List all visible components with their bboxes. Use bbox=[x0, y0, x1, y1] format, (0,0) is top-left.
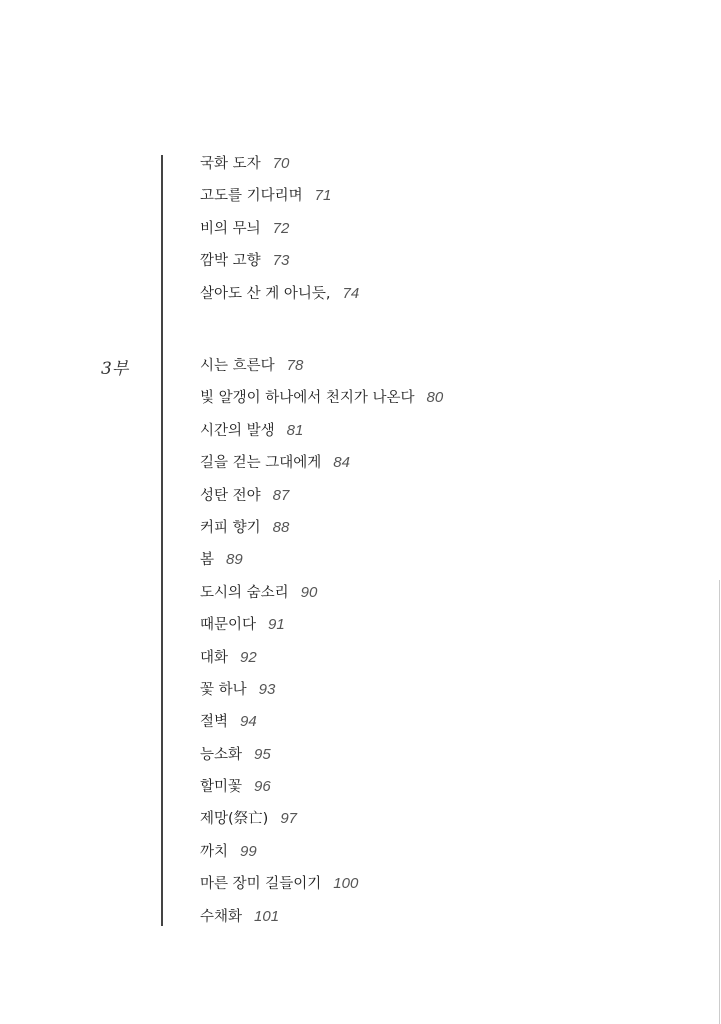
toc-entry bbox=[200, 356, 443, 388]
toc-entry bbox=[200, 680, 443, 712]
entry-page: 74 bbox=[342, 284, 360, 302]
toc-entry bbox=[200, 583, 443, 615]
entry-title: 마른 장미 길들이기 bbox=[200, 876, 322, 893]
entry-title: 도시의 숨소리 bbox=[200, 584, 289, 601]
entry-title: 빛 알갱이 하나에서 천지가 나온다 bbox=[200, 390, 415, 407]
entry-title: 시간의 발생 bbox=[200, 422, 275, 439]
entry-title: 살아도 산 게 아니듯, bbox=[200, 285, 331, 302]
toc-group-2 bbox=[200, 356, 443, 939]
entry-title: 까치 bbox=[200, 843, 229, 860]
entry-page: 81 bbox=[286, 421, 304, 439]
toc-entry bbox=[200, 421, 443, 453]
toc-entry bbox=[200, 486, 443, 518]
entry-page: 99 bbox=[240, 842, 257, 860]
entry-page: 92 bbox=[240, 648, 257, 666]
entry-title: 절벽 bbox=[200, 714, 229, 731]
entry-page: 95 bbox=[254, 745, 271, 763]
entry-title: 때문이다 bbox=[200, 617, 257, 634]
entry-title: 깜박 고향 bbox=[200, 253, 261, 270]
toc-entry bbox=[200, 648, 443, 680]
part-label: 3부 bbox=[101, 359, 129, 379]
toc-entry bbox=[200, 615, 443, 647]
toc-group-1 bbox=[200, 154, 359, 316]
toc-entry bbox=[200, 745, 443, 777]
entry-title: 대화 bbox=[200, 649, 229, 666]
entry-page: 84 bbox=[333, 454, 350, 472]
entry-title: 시는 흐른다 bbox=[200, 358, 275, 374]
toc-entry bbox=[200, 251, 359, 283]
entry-title: 국화 도자 bbox=[200, 156, 261, 172]
page-edge bbox=[719, 580, 720, 1024]
entry-page: 70 bbox=[272, 155, 290, 172]
entry-page: 72 bbox=[272, 219, 290, 237]
entry-title: 비의 무늬 bbox=[200, 220, 261, 237]
toc-entry bbox=[200, 550, 443, 582]
toc-entry bbox=[200, 712, 443, 744]
toc-entry bbox=[200, 518, 443, 550]
entry-page: 100 bbox=[333, 875, 359, 893]
entry-page: 90 bbox=[300, 583, 318, 601]
entry-title: 꽃 하나 bbox=[200, 681, 247, 698]
toc-entry bbox=[200, 842, 443, 874]
entry-page: 94 bbox=[240, 713, 257, 731]
toc-entry bbox=[200, 219, 359, 251]
toc-entry bbox=[200, 777, 443, 809]
entry-page: 89 bbox=[226, 551, 243, 569]
entry-title: 봄 bbox=[200, 552, 215, 569]
entry-title: 커피 향기 bbox=[200, 519, 261, 536]
entry-title: 능소화 bbox=[200, 746, 243, 763]
entry-title: 할미꽃 bbox=[200, 779, 243, 796]
entry-page: 88 bbox=[272, 518, 290, 536]
entry-title: 수채화 bbox=[200, 908, 243, 925]
toc-entry bbox=[200, 284, 359, 316]
toc-entry bbox=[200, 907, 443, 939]
entry-page: 78 bbox=[286, 357, 304, 374]
entry-page: 71 bbox=[314, 187, 332, 205]
entry-page: 101 bbox=[254, 907, 280, 925]
entry-title: 고도를 기다리며 bbox=[200, 188, 303, 205]
toc-entry bbox=[200, 186, 359, 218]
entry-page: 97 bbox=[280, 810, 298, 828]
toc-entry bbox=[200, 809, 443, 841]
toc-entry bbox=[200, 453, 443, 485]
entry-title: 제망(祭亡) bbox=[200, 811, 269, 828]
toc-entry bbox=[200, 154, 359, 186]
entry-page: 93 bbox=[258, 680, 276, 698]
entry-page: 80 bbox=[426, 389, 444, 407]
entry-title: 성탄 전야 bbox=[200, 487, 261, 504]
entry-page: 96 bbox=[254, 778, 271, 796]
toc-entry bbox=[200, 874, 443, 906]
entry-page: 87 bbox=[272, 486, 290, 504]
toc-entry bbox=[200, 388, 443, 420]
entry-title: 길을 걷는 그대에게 bbox=[200, 455, 322, 472]
entry-page: 73 bbox=[272, 252, 290, 270]
entry-page: 91 bbox=[268, 616, 285, 634]
divider-line bbox=[161, 155, 163, 926]
